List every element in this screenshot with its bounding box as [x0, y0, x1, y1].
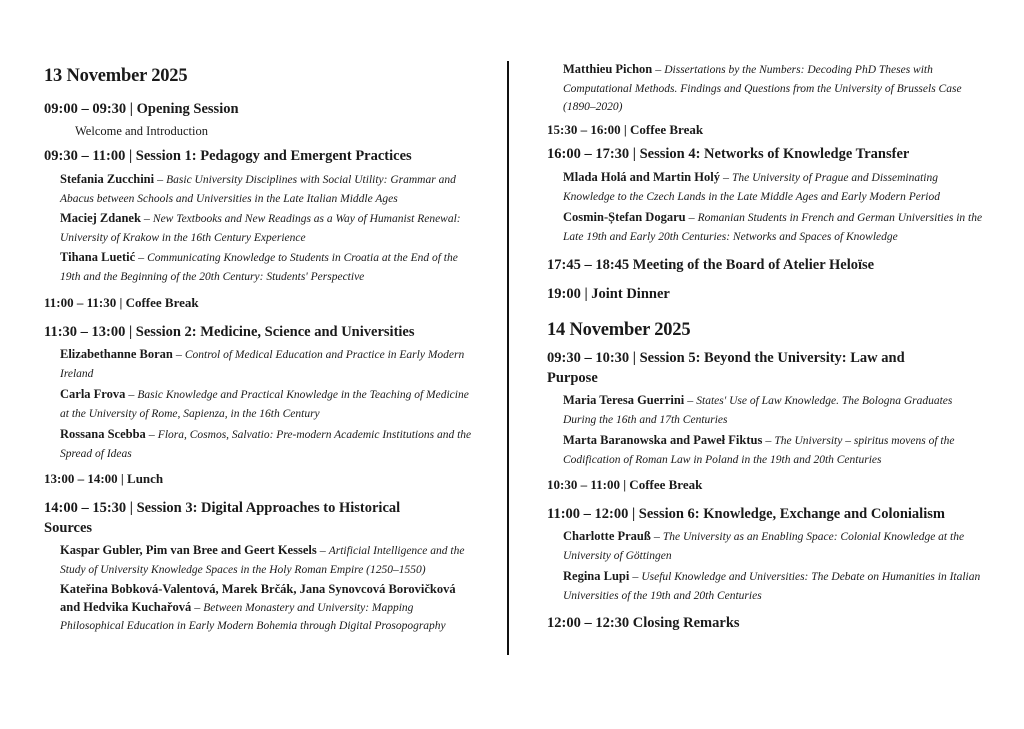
talk-separator: –	[145, 427, 158, 441]
talk-entry	[563, 528, 983, 565]
talk-title: Between Monastery and University: Mapping Philosophical Education in Early Modern Bohemia through Digital Prosopography	[60, 601, 446, 632]
talk-entry	[60, 171, 480, 208]
slot-lunch: 13:00 – 14:00 | Lunch	[44, 471, 164, 486]
talk-title: Basic Knowledge and Practical Knowledge in the Teaching of Medicine at the University of Rome, Sapienza, in the 16th Century	[60, 389, 469, 420]
talk-separator: –	[125, 387, 138, 401]
slot-session-5: 09:30 – 10:30 | Session 5: Beyond the University: Law and Purpose	[547, 350, 905, 386]
talk-title: Artificial Intelligence and the Study of University Knowledge Spaces in the Holy Roman Empire (1250–1550)	[60, 545, 465, 576]
talk-title: Flora, Cosmos, Salvatio: Pre-modern Academic Institutions and the Spread of Ideas	[60, 429, 472, 460]
talk-separator: –	[652, 62, 665, 76]
talk-author: Kaspar Gubler, Pim van Bree and Geert Kessels	[60, 543, 317, 557]
talk-entry	[60, 542, 480, 579]
talk-author: Elizabethanne Boran	[60, 347, 173, 361]
talk-title: Communicating Knowledge to Students in Croatia at the End of the 19th and the Beginning of the 20th Century: Students' Perspective	[60, 252, 458, 283]
talk-separator: –	[191, 599, 204, 614]
slot-closing-remarks: 12:00 – 12:30 Closing Remarks	[547, 615, 740, 631]
talk-title: Dissertations by the Numbers: Decoding PhD Theses with Computational Methods. Findings and Questions from the University of Brussels Case (1890–2020)	[563, 64, 962, 113]
talk-separator: –	[685, 210, 698, 224]
slot-session-3: 14:00 – 15:30 | Session 3: Digital Approaches to Historical Sources	[44, 500, 401, 536]
talk-title: Control of Medical Education and Practice in Early Modern Ireland	[60, 349, 465, 380]
talk-title: Basic University Disciplines with Social Utility: Grammar and Abacus between Schools and Universities in the Late Italian Middle Ages	[60, 174, 456, 205]
talk-separator: –	[762, 433, 775, 447]
slot-session-1: 09:30 – 11:00 | Session 1: Pedagogy and Emergent Practices	[44, 148, 412, 164]
talk-entry	[563, 169, 983, 206]
talk-separator: –	[172, 347, 185, 361]
talk-separator: –	[684, 393, 697, 407]
slot-joint-dinner: 19:00 | Joint Dinner	[547, 286, 670, 302]
talk-author: Carla Frova	[60, 387, 126, 401]
talk-entry	[60, 386, 480, 423]
day-heading-13-november: 13 November 2025	[44, 66, 188, 86]
talk-separator: –	[316, 543, 329, 557]
day-heading-14-november: 14 November 2025	[547, 320, 691, 340]
talk-author: Rossana Scebba	[60, 427, 146, 441]
slot-coffee-break-1: 11:00 – 11:30 | Coffee Break	[44, 295, 199, 310]
talk-entry	[60, 581, 465, 636]
talk-separator: –	[135, 250, 148, 264]
talk-author: Regina Lupi	[563, 569, 630, 583]
talk-entry	[60, 346, 480, 383]
talk-entry	[60, 249, 480, 286]
talk-separator: –	[154, 172, 167, 186]
talk-entry	[563, 61, 983, 117]
slot-opening-session: 09:00 – 09:30 | Opening Session	[44, 101, 239, 117]
talk-author: Maciej Zdanek	[60, 211, 141, 225]
slot-board-meeting: 17:45 – 18:45 Meeting of the Board of Atelier Heloïse	[547, 257, 875, 273]
talk-entry	[563, 209, 983, 246]
talk-author: Maria Teresa Guerrini	[563, 393, 685, 407]
talk-entry	[563, 432, 983, 469]
column-divider	[507, 61, 509, 655]
slot-coffee-break-3: 10:30 – 11:00 | Coffee Break	[547, 477, 703, 492]
talk-entry	[60, 210, 480, 247]
talk-author: Matthieu Pichon	[563, 62, 653, 76]
talk-separator: –	[140, 211, 153, 225]
talk-entry	[60, 426, 480, 463]
talk-title: Useful Knowledge and Universities: The Debate on Humanities in Italian Universities of the 19th and 20th Centuries	[563, 571, 981, 602]
talk-entry	[563, 568, 983, 605]
slot-session-6: 11:00 – 12:00 | Session 6: Knowledge, Exchange and Colonialism	[547, 506, 945, 522]
talk-separator: –	[719, 170, 732, 184]
talk-title: The University of Prague and Disseminating Knowledge to the Czech Lands in the Late Middle Ages and Early Modern Period	[563, 172, 941, 203]
talk-title: New Textbooks and New Readings as a Way of Humanist Renewal: University of Krakow in the 16th Century Experience	[60, 213, 461, 244]
talk-author: Mlada Holá and Martin Holý	[563, 170, 720, 184]
slot-session-2: 11:30 – 13:00 | Session 2: Medicine, Science and Universities	[44, 324, 415, 340]
talk-separator: –	[629, 569, 642, 583]
talk-author: Marta Baranowska and Paweł Fiktus	[563, 433, 763, 447]
talk-title: States' Use of Law Knowledge. The Bologna Graduates During the 16th and 17th Centuries	[563, 395, 953, 426]
talk-author: Tihana Luetić	[60, 250, 136, 264]
slot-coffee-break-2: 15:30 – 16:00 | Coffee Break	[547, 122, 704, 137]
talk-title: The University as an Enabling Space: Colonial Knowledge at the University of Göttingen	[563, 531, 965, 562]
slot-session-4: 16:00 – 17:30 | Session 4: Networks of Knowledge Transfer	[547, 146, 910, 162]
talk-author: Stefania Zucchini	[60, 172, 155, 186]
talk-author: Charlotte Prauß	[563, 529, 651, 543]
opening-subtitle: Welcome and Introduction	[75, 124, 208, 138]
talk-separator: –	[650, 529, 663, 543]
talk-author: Kateřina Bobková-Valentová, Marek Brčák, Jana Synovcová Borovičková and Hedvika Kuchařová	[60, 582, 456, 614]
talk-title: Romanian Students in French and German Universities in the Late 19th and Early 20th Centuries: Networks and Spaces of Knowledge	[563, 212, 983, 243]
talk-entry	[563, 392, 983, 429]
talk-title: The University – spiritus movens of the Codification of Roman Law in Poland in the 19th and 20th Centuries	[563, 435, 955, 466]
talk-author: Cosmin-Ștefan Dogaru	[563, 210, 686, 224]
